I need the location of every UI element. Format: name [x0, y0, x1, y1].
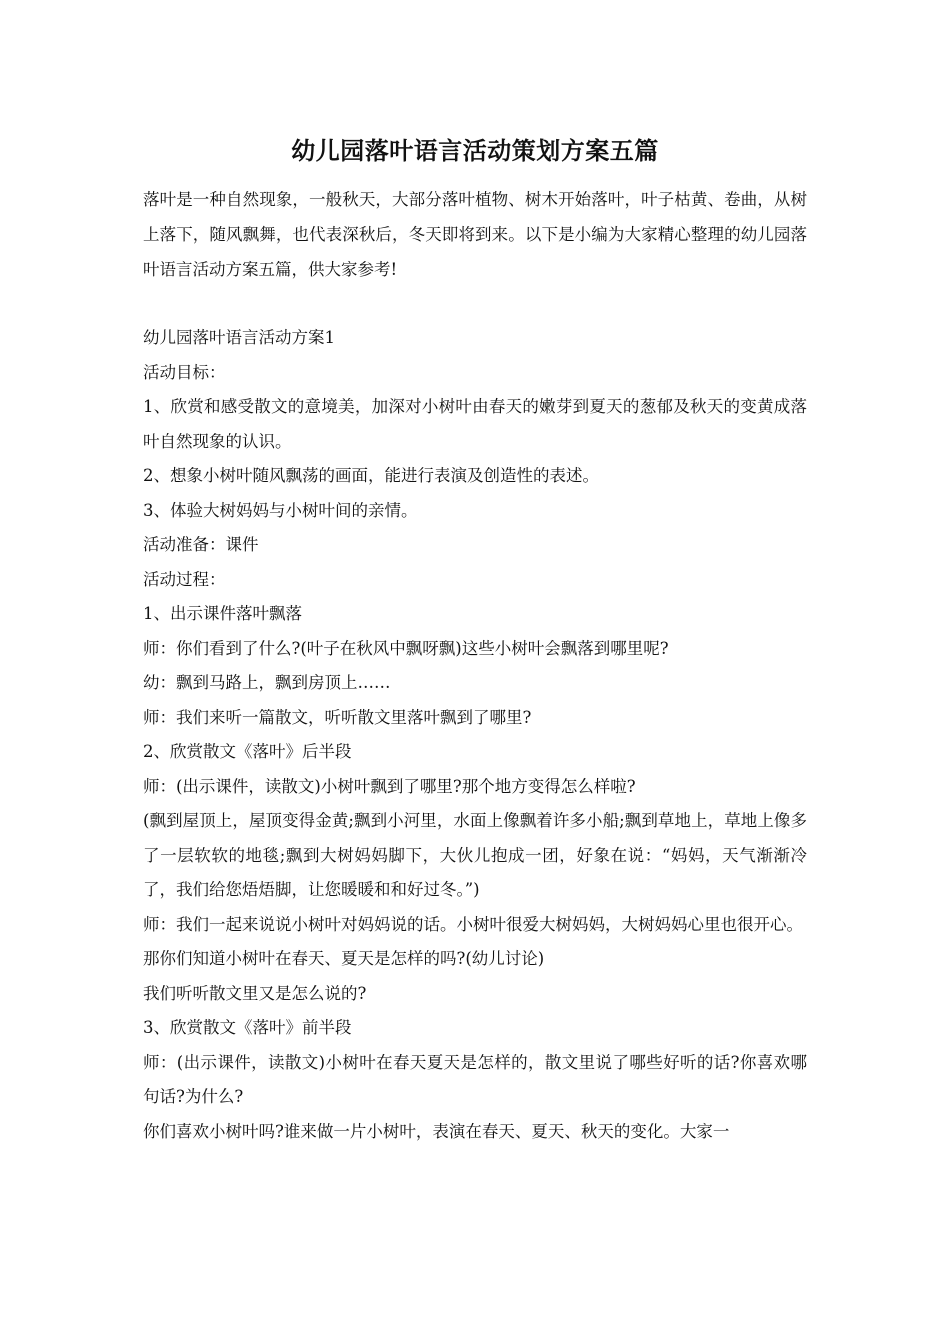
- body-paragraph: 师：我们一起来说说小树叶对妈妈说的话。小树叶很爱大树妈妈，大树妈妈心里也很开心。: [143, 914, 803, 934]
- body-paragraph: (飘到屋顶上，屋顶变得金黄;飘到小河里，水面上像飘着许多小船;飘到草地上，草地上像多了一层软软的地毯;飘到大树妈妈脚下，大伙儿抱成一团，好象在说：“妈妈，天气渐渐冷了，我们给您焐焐脚，让您暖暖和和好过冬。”): [143, 811, 807, 899]
- body-line: 我们听听散文里又是怎么说的?: [143, 983, 367, 1003]
- document-body: [143, 321, 807, 1149]
- body-line: 那你们知道小树叶在春天、夏天是怎样的吗?(幼儿讨论): [143, 949, 545, 968]
- body-paragraph: 师：(出示课件，读散文)小树叶在春天夏天是怎样的，散文里说了哪些好听的话?你喜欢哪句话?为什么?: [143, 1052, 807, 1106]
- body-line: 3、欣赏散文《落叶》前半段: [143, 1018, 352, 1037]
- document-title: 幼儿园落叶语言活动策划方案五篇: [291, 136, 659, 165]
- body-line: 幼：飘到马路上，飘到房顶上……: [143, 673, 391, 692]
- body-line: 师：(出示课件，读散文)小树叶飘到了哪里?那个地方变得怎么样啦?: [143, 776, 636, 796]
- body-line: 2、欣赏散文《落叶》后半段: [143, 742, 352, 761]
- body-line: 活动目标：: [143, 362, 226, 382]
- body-line: 你们喜欢小树叶吗?谁来做一片小树叶，表演在春天、夏天、秋天的变化。大家一: [143, 1121, 730, 1141]
- body-line: 活动准备：课件: [143, 535, 259, 554]
- paragraph-gap: [143, 287, 950, 321]
- body-line: 2、想象小树叶随风飘荡的画面，能进行表演及创造性的表述。: [143, 466, 599, 485]
- intro-paragraph: 落叶是一种自然现象，一般秋天，大部分落叶植物、树木开始落叶，叶子枯黄、卷曲，从树上落下，随风飘舞，也代表深秋后，冬天即将到来。以下是小编为大家精心整理的幼儿园落叶语言活动方案五篇，供大家参考!: [143, 190, 807, 279]
- body-line: 师：你们看到了什么?(叶子在秋风中飘呀飘)这些小树叶会飘落到哪里呢?: [143, 638, 669, 658]
- section-heading: 幼儿园落叶语言活动方案1: [143, 328, 335, 347]
- body-line: 3、体验大树妈妈与小树叶间的亲情。: [143, 500, 418, 520]
- body-line: 师：我们来听一篇散文，听听散文里落叶飘到了哪里?: [143, 707, 532, 727]
- body-paragraph: 1、欣赏和感受散文的意境美，加深对小树叶由春天的嫩芽到夏天的葱郁及秋天的变黄成落叶自然现象的认识。: [143, 397, 807, 451]
- body-line: 活动过程：: [143, 569, 226, 589]
- body-line: 1、出示课件落叶飘落: [143, 604, 302, 623]
